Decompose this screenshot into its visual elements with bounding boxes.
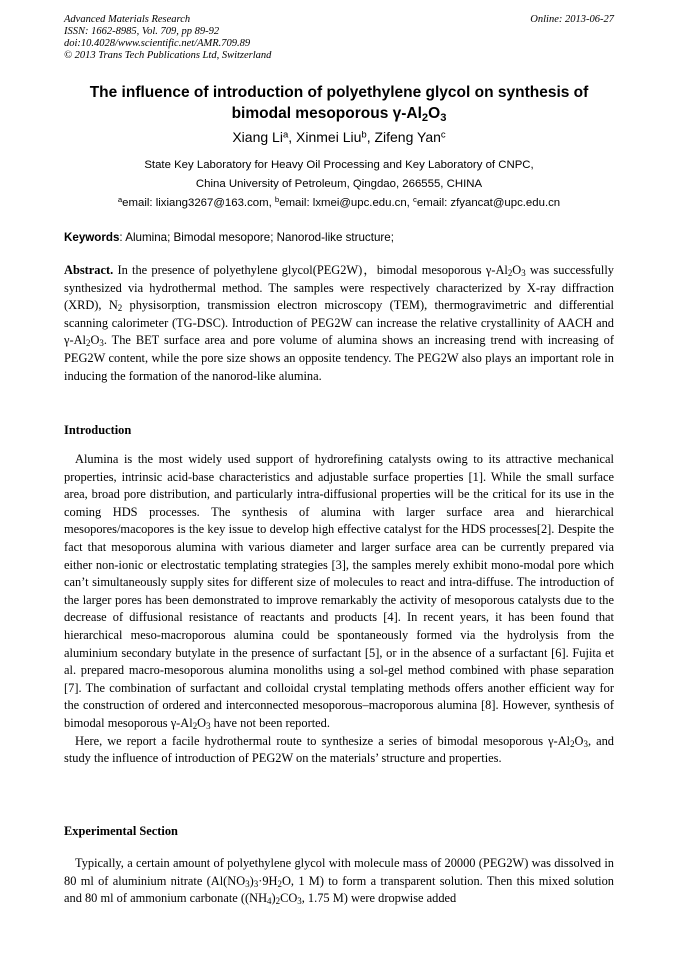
email-line: $^a$email: lixiang3267@163.com, $^b$email: lxmei@upc.edu.cn, $^c$email: zfyancat@upc.edu.cn bbox=[117, 195, 561, 209]
issn-line: ISSN: 1662-8985, Vol. 709, pp 89-92 bbox=[64, 26, 220, 37]
experimental-body bbox=[64, 855, 614, 908]
doi-line: doi:10.4028/www.scientific.net/AMR.709.89 bbox=[64, 38, 251, 49]
title-line-1: The influence of introduction of polyethylene glycol on synthesis of bbox=[89, 84, 589, 101]
abstract-label: Abstract. bbox=[64, 263, 114, 277]
journal-header bbox=[64, 14, 614, 62]
introduction-heading: Introduction bbox=[64, 423, 132, 437]
email-a: email: lixiang3267@163.com, bbox=[122, 197, 275, 209]
copyright-line: © 2013 Trans Tech Publications Ltd, Switzerland bbox=[64, 50, 272, 61]
affiliation-line-2: China University of Petroleum, Qingdao, 266555, CHINA bbox=[195, 178, 483, 190]
affiliation-line-1: State Key Laboratory for Heavy Oil Processing and Key Laboratory of CNPC, bbox=[144, 159, 534, 171]
affiliation-block bbox=[64, 156, 614, 213]
keywords bbox=[64, 230, 614, 245]
experimental-paragraph-1: Typically, a certain amount of polyethylene glycol with molecule mass of 20000 (PEG2W) was dissolved in 80 ml of aluminium nitrate ($Al(NO_3)_3\cdot 9H_2O$, 1 M) to form a transparent solution. Then this mixed solution and 80 ml of ammonium carbonate ($(NH_4)_2CO_3$, 1.75 M) were dropwise added bbox=[64, 856, 614, 907]
author-3: Zifeng Yan bbox=[374, 129, 441, 145]
online-date: Online: 2013-06-27 bbox=[530, 14, 614, 25]
author-1: Xiang Li bbox=[232, 129, 283, 145]
email-c: email: zfyancat@upc.edu.cn bbox=[416, 197, 561, 209]
paper-title bbox=[64, 82, 614, 124]
keywords-text: : Alumina; Bimodal mesopore; Nanorod-like structure; bbox=[119, 231, 394, 244]
intro-paragraph-1: Alumina is the most widely used support of hydrorefining catalysts owing to its attractive mechanical properties, intrinsic acid-base characteristics and adjustable surface properties [1]. While the small surface area, broad pore distribution, and particularly intra-diffusional properties will be the critical for its use in the coming HDS processes. The synthesis of alumina with larger surface area and hierarchical mesopores/macopores is the key issue to develop high effective catalyst for the HDS processes[2]. Despite the fact that mesoporous alumina with various diameter and larger surface area can be currently prepared via either non-ionic or electrostatic templating strategies [3], the samples merely exhibit mono-modal pore which can’t simultaneously supply sites for different size of molecules to react and intra-diffuse. The introduction of the larger pores has been demonstrated to improve remarkably the activity of mesoporous catalysts due to the decrease of diffusional resistance of reactants and products [4]. In recent years, it has been found that hierarchical meso-macroporous alumina could be spontaneously formed via the hydrolysis from the aluminium secondary butylate in the presence of surfactant [5], or in the absence of a surfactant [6]. Fujita et al. prepared macro-mesoporous alumina monoliths using a sol-gel method combined with phase separation [7]. The combination of surfactant and colloidal crystal templating methods offers another efficient way for the construction of ordered and interconnected mesoporous–macroporous alumina [8]. However, synthesis of bimodal mesoporous $\gamma-Al_2O_3$ have not been reported. bbox=[64, 452, 614, 732]
journal-name: Advanced Materials Research bbox=[64, 14, 191, 25]
intro-paragraph-2: Here, we report a facile hydrothermal route to synthesize a series of bimodal mesoporous $\gamma-Al_2O_3$, and study the influence of introduction of PEG2W on the materials’ structure and properties. bbox=[64, 733, 614, 766]
experimental-heading: Experimental Section bbox=[64, 824, 178, 838]
email-b: email: lxmei@upc.edu.cn, bbox=[279, 197, 413, 209]
author-list: Xiang Li$^a$, Xinmei Liu$^b$, Zifeng Yan$^c$ bbox=[232, 129, 446, 145]
abstract: Abstract. In the presence of polyethylene glycol(PEG2W)，bimodal mesoporous $\gamma-Al_2O_3$ was successfully synthesized via hydrothermal method. The samples were respectively characterized by X-ray diffraction (XRD), $N_2$ physisorption, transmission electron microscopy (TEM), thermogravimetric and differential scanning calorimeter (TG-DSC). Introduction of PEG2W can increase the relative crystallinity of AACH and $\gamma-Al_2O_3$. The BET surface area and pore volume of alumina shows an increasing trend with increasing of PEG2W content, while the pore size shows an opposite tendency. The PEG2W also plays an important role in inducing the formation of the nanorod-like alumina. bbox=[64, 263, 614, 383]
author-2: Xinmei Liu bbox=[296, 129, 362, 145]
introduction-body bbox=[64, 451, 614, 768]
keywords-label: Keywords bbox=[64, 231, 120, 244]
title-line-2: bimodal mesoporous $\gamma-Al_2O_3$ bbox=[231, 105, 447, 124]
